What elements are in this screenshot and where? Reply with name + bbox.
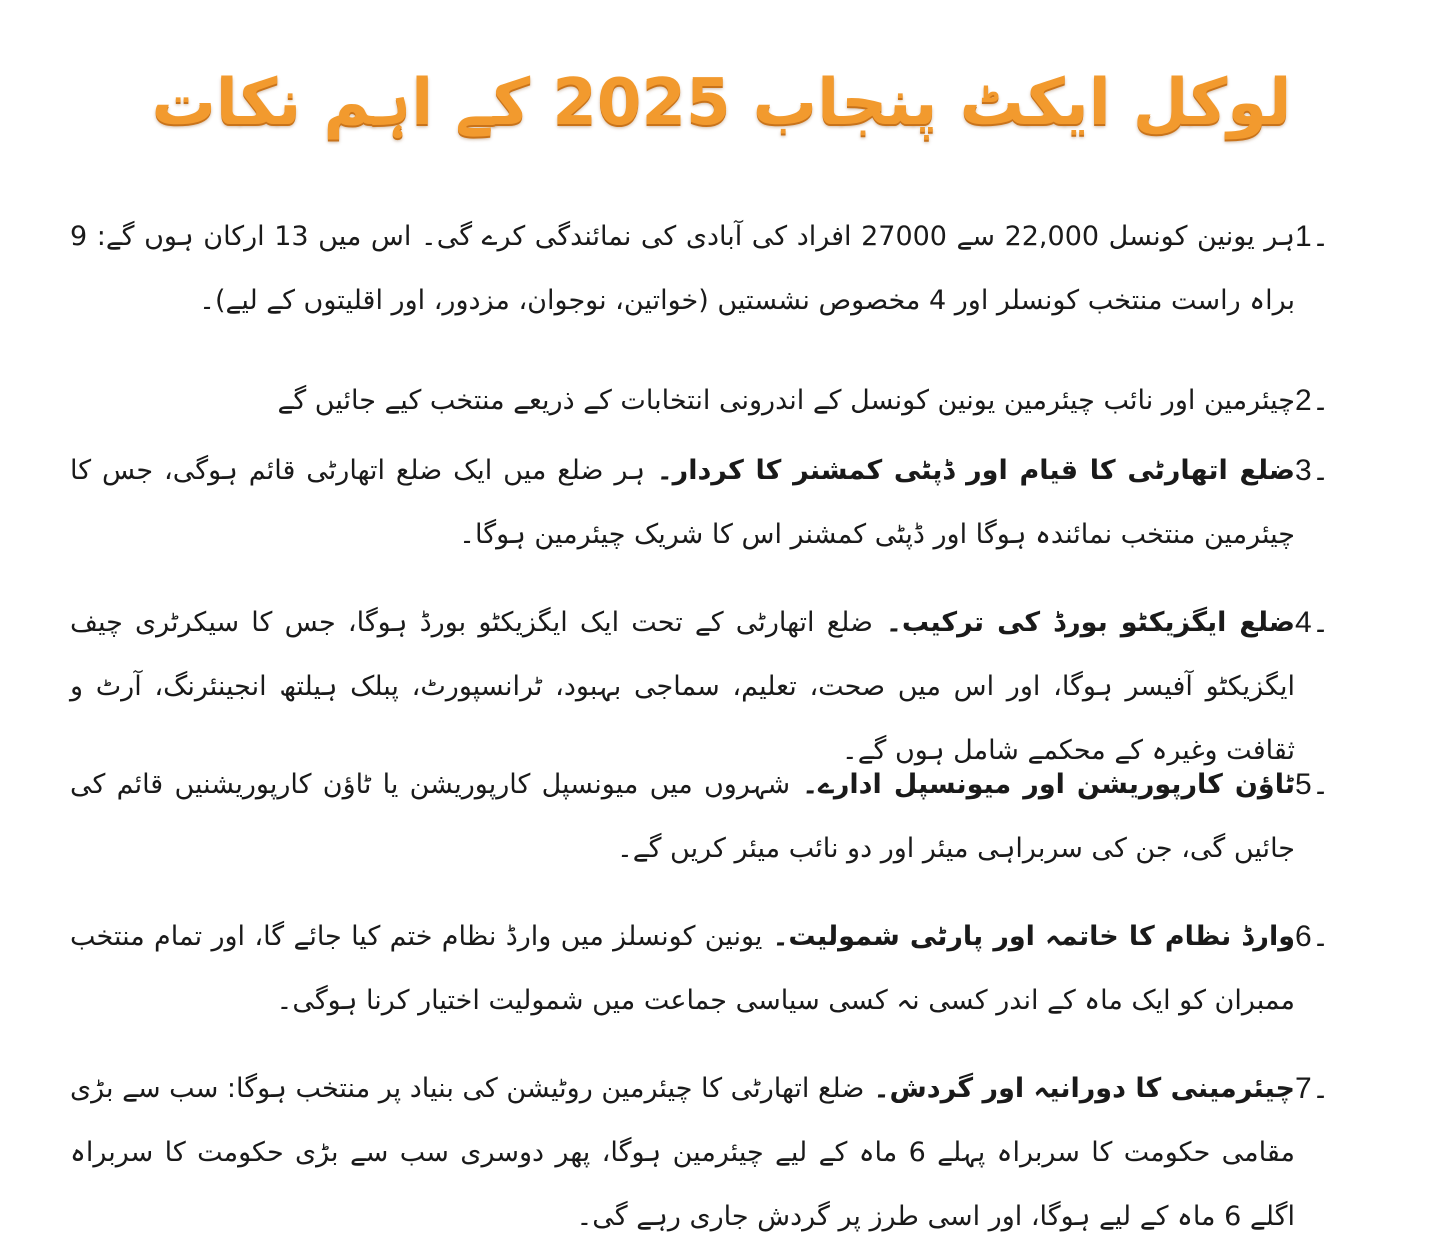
point-number: 7۔ bbox=[1295, 1072, 1330, 1105]
point-body: ہر یونین کونسل 22,000 سے 27000 افراد کی آبادی کی نمائندگی کرے گی۔ اس میں 13 ارکان ہوں گے: 9 براہ راست منتخب کونسلر اور 4 مخصوص نشستیں (خواتین، نوجوان، مزدور، اور اقلیتوں کے لیے)۔ bbox=[70, 221, 1295, 316]
point-item-4 bbox=[70, 591, 1385, 766]
point-number: 5۔ bbox=[1295, 768, 1330, 801]
point-text bbox=[70, 205, 1295, 333]
point-item-6 bbox=[70, 905, 1385, 1045]
point-item-3 bbox=[70, 439, 1385, 579]
point-heading: ضلع ایگزیکٹو بورڈ کی ترکیب۔ bbox=[872, 607, 1295, 638]
point-text bbox=[70, 1057, 1295, 1249]
points-list bbox=[70, 205, 1385, 1232]
point-body: یونین کونسلز میں وارڈ نظام ختم کیا جائے گا، اور تمام منتخب ممبران کو ایک ماہ کے اندر کسی نہ کسی سیاسی جماعت میں شمولیت اختیار کرنا ہوگی۔ bbox=[70, 921, 1295, 1016]
point-text bbox=[70, 753, 1295, 881]
point-body: ضلع اتھارٹی کے تحت ایک ایگزیکٹو بورڈ ہوگا، جس کا سیکرٹری چیف ایگزیکٹو آفیسر ہوگا، اور اس میں صحت، تعلیم، سماجی بہبود، ٹرانسپورٹ، پبلک ہیلتھ انجینئرنگ، آرٹ و ثقافت وغیرہ کے محکمے شامل ہوں گے۔ bbox=[70, 607, 1295, 766]
point-item-7 bbox=[70, 1057, 1385, 1232]
point-heading: چیئرمینی کا دورانیہ اور گردش۔ bbox=[864, 1073, 1295, 1104]
point-text bbox=[70, 905, 1295, 1033]
point-body: ہر ضلع میں ایک ضلع اتھارٹی قائم ہوگی، جس کا چیئرمین منتخب نمائندہ ہوگا اور ڈپٹی کمشنر اس کا شریک چیئرمین ہوگا۔ bbox=[70, 455, 1295, 550]
point-text bbox=[70, 439, 1295, 567]
point-number: 3۔ bbox=[1295, 454, 1330, 487]
point-number: 2۔ bbox=[1295, 384, 1330, 417]
point-number: 1۔ bbox=[1295, 220, 1330, 253]
point-body: ضلع اتھارٹی کا چیئرمین روٹیشن کی بنیاد پر منتخب ہوگا: سب سے بڑی مقامی حکومت کا سربراہ پہلے 6 ماہ کے لیے چیئرمین ہوگا، پھر دوسری سب سے بڑی حکومت کا سربراہ اگلے 6 ماہ کے لیے ہوگا، اور اسی طرز پر گردش جاری رہے گی۔ bbox=[70, 1073, 1295, 1232]
point-item-2 bbox=[70, 369, 1385, 427]
point-item-5 bbox=[70, 753, 1385, 893]
page-title: لوکل ایکٹ پنجاب 2025 کے اہم نکات bbox=[151, 66, 1292, 140]
point-text bbox=[70, 369, 1295, 433]
point-number: 4۔ bbox=[1295, 606, 1330, 639]
point-heading: ضلع اتھارٹی کا قیام اور ڈپٹی کمشنر کا کردار۔ bbox=[645, 455, 1295, 486]
point-body: شہروں میں میونسپل کارپوریشن یا ٹاؤن کارپوریشنیں قائم کی جائیں گی، جن کی سربراہی میئر اور دو نائب میئر کریں گے۔ bbox=[70, 769, 1295, 864]
point-heading: وارڈ نظام کا خاتمہ اور پارٹی شمولیت۔ bbox=[762, 921, 1296, 952]
point-body: چیئرمین اور نائب چیئرمین یونین کونسل کے اندرونی انتخابات کے ذریعے منتخب کیے جائیں گے bbox=[277, 385, 1295, 416]
point-number: 6۔ bbox=[1295, 920, 1330, 953]
point-item-1 bbox=[70, 205, 1385, 357]
point-heading: ٹاؤن کارپوریشن اور میونسپل ادارے۔ bbox=[790, 769, 1295, 800]
